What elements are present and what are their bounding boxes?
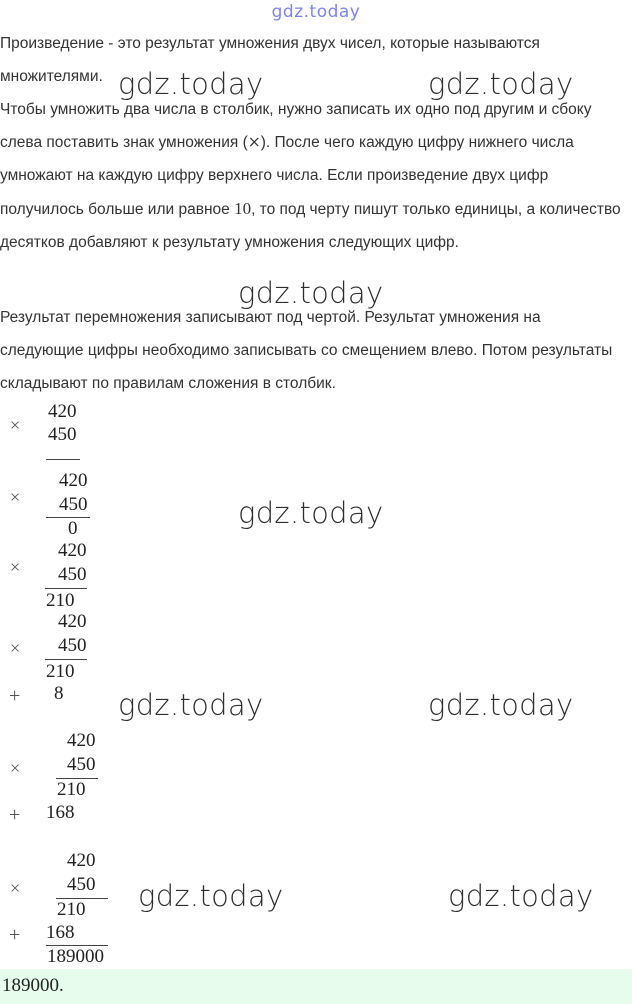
- times-sign: ×: [10, 557, 21, 577]
- method-text-part-1: Чтобы умножить два числа в столбик, нужно записать их одно под другим и сбоку слева поставить знак умножения (: [0, 101, 592, 151]
- watermark: gdz.today: [238, 496, 384, 530]
- multiplier: 450: [58, 635, 87, 656]
- final-product: 189000: [47, 946, 104, 967]
- method-text-part-2: ). После чего каждую цифру нижнего числа умножают на каждую цифру верхнего числа. Если произведение двух цифр получилось больше или равное: [0, 134, 574, 218]
- underline: [45, 588, 87, 589]
- watermark: gdz.today: [428, 67, 574, 101]
- times-sign: ×: [10, 487, 21, 507]
- watermark: gdz.today: [448, 879, 594, 913]
- partial-product-1: 210: [57, 779, 86, 800]
- partial-product-2: 8: [54, 683, 64, 704]
- plus-sign: +: [9, 804, 21, 826]
- answer-value: 189000.: [2, 975, 64, 996]
- times-sign: ×: [10, 638, 21, 658]
- multiplicand: 420: [59, 470, 88, 491]
- result-paragraph: Результат перемножения записывают под чертой. Результат умножения на следующие цифры необходимо записывать со смещением влево. Потом результаты складывают по правилам сложения в столбик.: [0, 309, 613, 392]
- multiplier: 450: [59, 494, 88, 515]
- multiplier: 450: [48, 424, 77, 445]
- method-paragraph: [0, 93, 626, 259]
- plus-sign: +: [9, 685, 21, 707]
- watermark: gdz.today: [118, 67, 264, 101]
- partial-product-1: 0: [68, 518, 78, 539]
- times-sign: ×: [10, 758, 21, 778]
- watermark: gdz.today: [428, 688, 574, 722]
- multiplicand: 420: [58, 540, 87, 561]
- partial-product-1: 210: [46, 590, 75, 611]
- answer-box: [0, 969, 632, 1004]
- watermark: gdz.today: [138, 879, 284, 913]
- multiplier: 450: [67, 754, 96, 775]
- multiplicand: 420: [58, 611, 87, 632]
- multiplicand: 420: [48, 401, 77, 422]
- underline: [46, 459, 80, 460]
- partial-product-1: 210: [46, 661, 75, 682]
- method-text-part-3: , то под черту пишут только единицы, а количество десятков добавляют к результату умножения следующих цифр.: [0, 201, 621, 251]
- partial-product-2: 168: [46, 922, 75, 943]
- definition-paragraph: Произведение - это результат умножения двух чисел, которые называются множителями.: [0, 35, 540, 85]
- multiplicand: 420: [67, 730, 96, 751]
- site-logo[interactable]: gdz.today: [271, 2, 361, 22]
- plus-sign: +: [9, 924, 21, 946]
- times-sign: ×: [10, 415, 21, 435]
- watermark: gdz.today: [118, 688, 264, 722]
- multiplicand: 420: [67, 850, 96, 871]
- underline: [45, 659, 87, 660]
- partial-product-2: 168: [46, 802, 75, 823]
- times-symbol: ×: [247, 133, 261, 151]
- times-sign: ×: [10, 878, 21, 898]
- watermark: gdz.today: [238, 276, 384, 310]
- number-ten: 10: [234, 199, 252, 218]
- multiplier: 450: [58, 564, 87, 585]
- multiplier: 450: [67, 874, 96, 895]
- partial-product-1: 210: [57, 899, 86, 920]
